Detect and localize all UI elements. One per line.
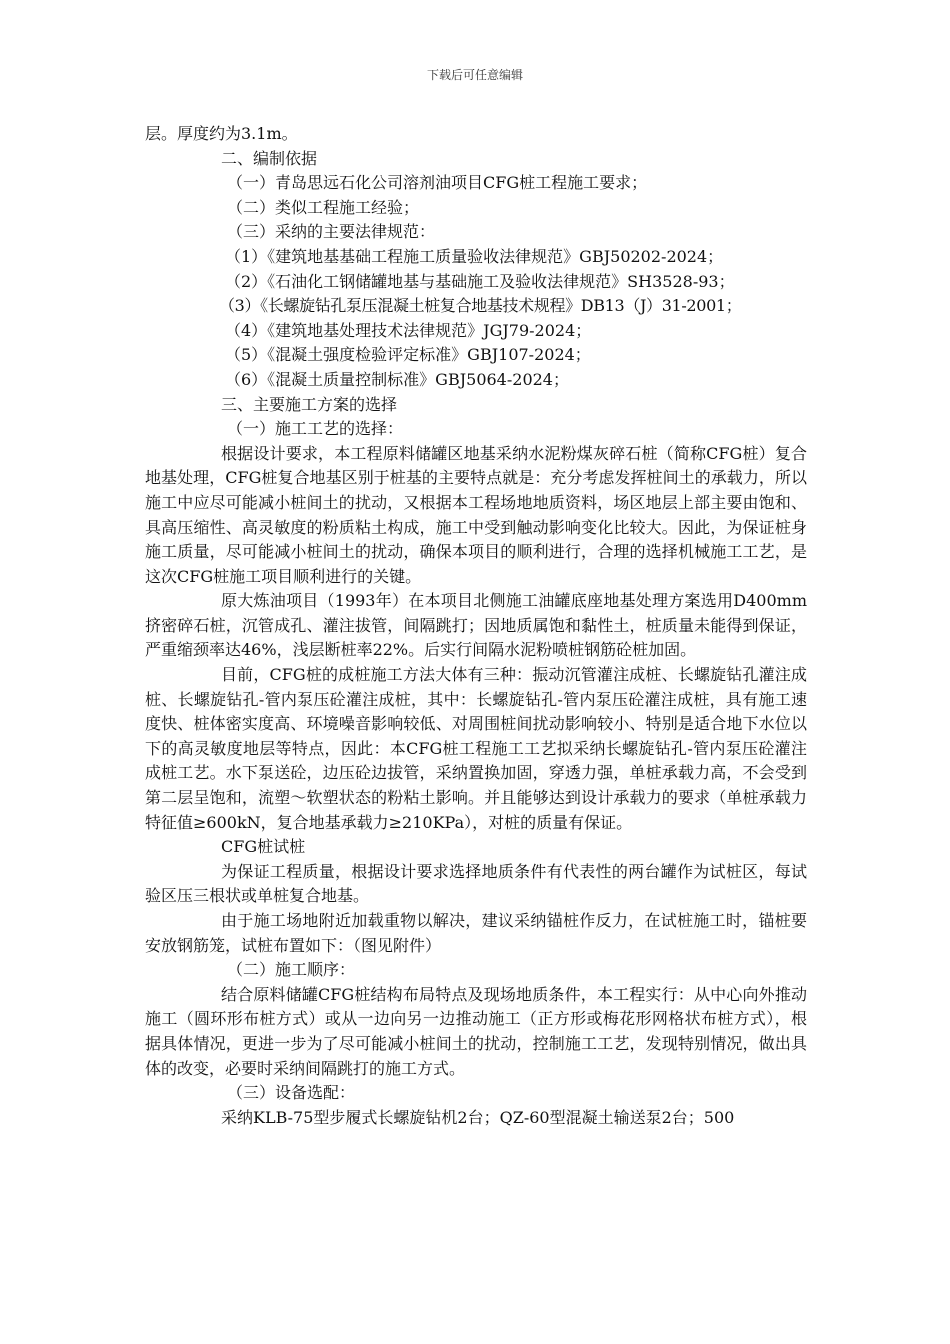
section-heading: 二、编制依据 — [221, 148, 318, 168]
text-line: （三）采纳的主要法律规范： — [227, 222, 436, 242]
paragraph: 目前，CFG桩的成桩施工方法大体有三种：振动沉管灌注成桩、长螺旋钻孔灌注成桩、长螺旋钻孔-管内泵压砼灌注成桩，其中：长螺旋钻孔-管内泵压砼灌注成桩，具有施工速度快、桩体密实度高、环境噪音影响较低、对周围桩间扰动影响较小、特别是适合地下水位以下的高灵敏度地层等特点，因此：本CFG桩工程施工工艺拟采纳长螺旋钻孔-管内泵压砼灌注成桩工艺。水下泵送砼，边压砼边拔管，采纳置换加固，穿透力强，单桩承载力高，不会受到第二层呈饱和，流塑～软塑状态的粉粘土影响。并且能够达到设计承载力的要求（单桩承载力特征值≥600kN，复合地基承载力≥210KPa），对桩的质量有保证。 — [145, 665, 807, 832]
reference-item: （1）《建筑地基基础工程施工质量验收法律规范》GBJ50202-2024； — [225, 246, 724, 266]
text-line: （二）类似工程施工经验； — [227, 197, 420, 217]
subsection-heading: （二）施工顺序： — [227, 960, 356, 980]
paragraph: 根据设计要求，本工程原料储罐区地基采纳水泥粉煤灰碎石桩（简称CFG桩）复合地基处理，CFG桩复合地基区别于桩基的主要特点就是：充分考虑发挥桩间土的承载力，所以施工中应尽可能减小桩间土的扰动，又根据本工程场地地质资料，场区地层上部主要由饱和、具高压缩性、高灵敏度的粉质粘土构成，施工中受到触动影响变化比较大。因此，为保证桩身施工质量，尽可能减小桩间土的扰动，确保本项目的顺利进行，合理的选择机械施工工艺，是这次CFG桩施工项目顺利进行的关键。 — [145, 443, 807, 586]
page-header: 下载后可任意编辑 — [426, 68, 523, 82]
document-body — [145, 122, 807, 1130]
reference-item: （2）《石油化工钢储罐地基与基础施工及验收法律规范》SH3528-93； — [225, 271, 735, 291]
paragraph: 原大炼油项目（1993年）在本项目北侧施工油罐底座地基处理方案选用D400mm挤密碎石桩，沉管成孔、灌注拔管，间隔跳打；因地质属饱和黏性土，桩质量未能得到保证，严重缩颈率达46%，浅层断桩率22%。后实行间隔水泥粉喷桩钢筋砼桩加固。 — [145, 591, 807, 660]
reference-item: （3）《长螺旋钻孔泵压混凝土桩复合地基技术规程》DB13（J）31-2001； — [219, 296, 742, 316]
reference-item: （4）《建筑地基处理技术法律规范》JGJ79-2024； — [225, 320, 592, 340]
section-heading: 三、主要施工方案的选择 — [221, 394, 398, 414]
paragraph: 结合原料储罐CFG桩结构布局特点及现场地质条件，本工程实行：从中心向外推动施工（圆环形布桩方式）或从一边向另一边推动施工（正方形或梅花形网格状布桩方式），根据具体情况，更进一步为了尽可能减小桩间土的扰动，控制施工工艺，发现特别情况，做出具体的改变，必要时采纳间隔跳打的施工方式。 — [145, 984, 807, 1078]
text-line: （一）青岛思远石化公司溶剂油项目CFG桩工程施工要求； — [227, 173, 648, 193]
reference-item: （5）《混凝土强度检验评定标准》GBJ107-2024； — [225, 345, 591, 365]
subsection-heading: CFG桩试桩 — [221, 837, 306, 857]
text-line: 采纳KLB-75型步履式长螺旋钻机2台；QZ-60型混凝土输送泵2台；500 — [221, 1107, 735, 1127]
paragraph: 由于施工场地附近加载重物以解决，建议采纳锚桩作反力，在试桩施工时，锚桩要安放钢筋笼，试桩布置如下：（图见附件） — [145, 911, 807, 955]
subsection-heading: （一）施工工艺的选择： — [227, 419, 404, 439]
subsection-heading: （三）设备选配： — [227, 1083, 356, 1103]
reference-item: （6）《混凝土质量控制标准》GBJ5064-2024； — [225, 369, 569, 389]
text-line: 层。厚度约为3.1m。 — [145, 124, 298, 143]
paragraph: 为保证工程质量，根据设计要求选择地质条件有代表性的两台罐作为试桩区，每试验区压三根状或单桩复合地基。 — [145, 861, 807, 906]
